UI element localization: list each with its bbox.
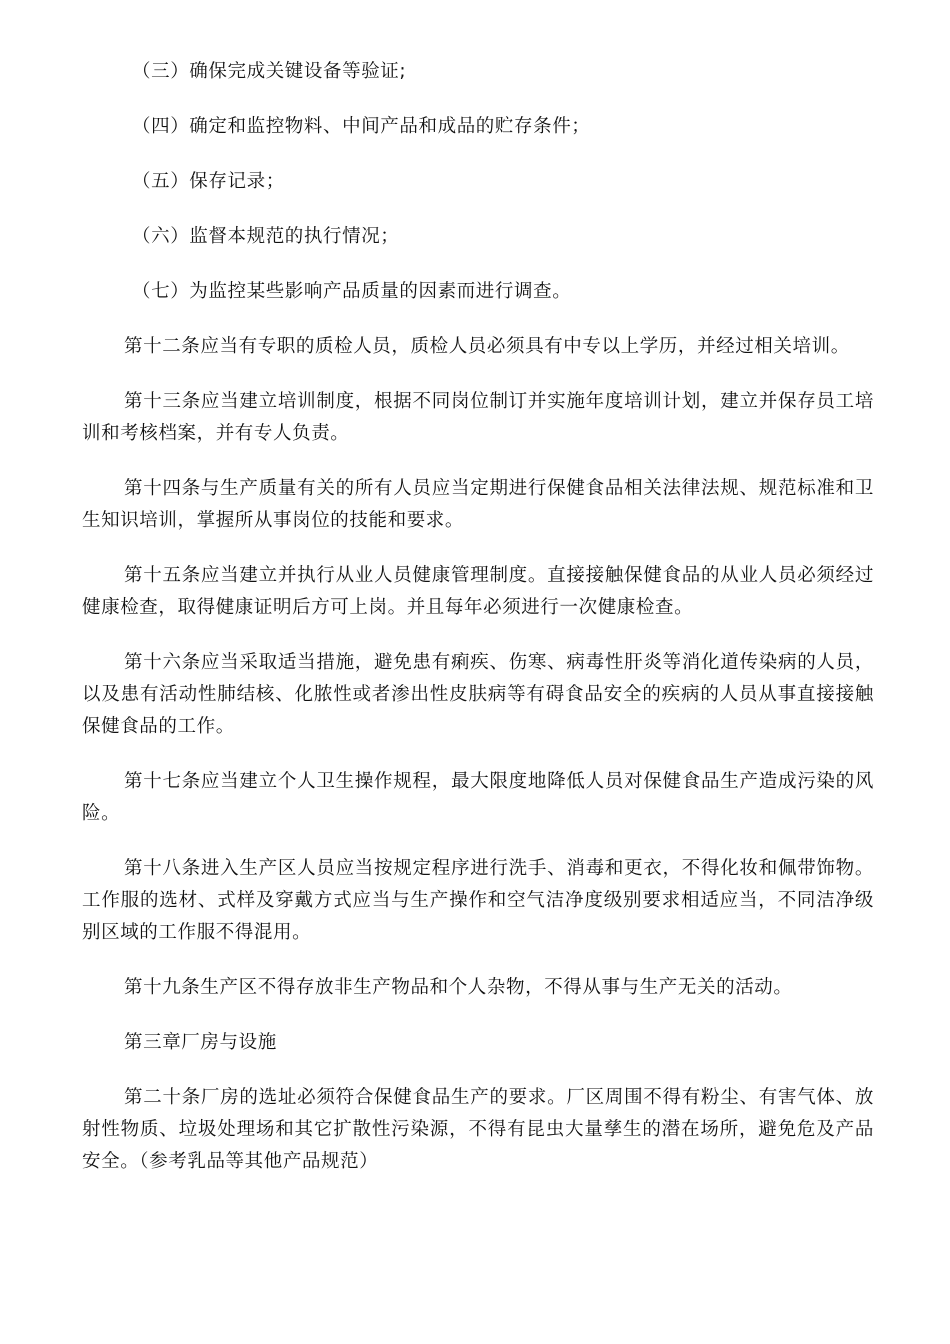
document-page bbox=[82, 56, 874, 1201]
article-20: 第二十条厂房的选址必须符合保健食品生产的要求。厂区周围不得有粉尘、有害气体、放射性物质、垃圾处理场和其它扩散性污染源，不得有昆虫大量孳生的潜在场所，避免危及产品安全。（参考乳品等其他产品规范） bbox=[82, 1087, 874, 1172]
clause-item-6: （六）监督本规范的执行情况； bbox=[132, 226, 400, 247]
article-12: 第十二条应当有专职的质检人员，质检人员必须具有中专以上学历，并经过相关培训。 bbox=[124, 336, 850, 357]
article-15: 第十五条应当建立并执行从业人员健康管理制度。直接接触保健食品的从业人员必须经过健康检查，取得健康证明后方可上岗。并且每年必须进行一次健康检查。 bbox=[82, 565, 874, 618]
clause-item-3: （三）确保完成关键设备等验证; bbox=[132, 61, 407, 82]
article-13: 第十三条应当建立培训制度，根据不同岗位制订并实施年度培训计划，建立并保存员工培训和考核档案，并有专人负责。 bbox=[82, 391, 874, 444]
clause-item-7: （七）为监控某些影响产品质量的因素而进行调查。 bbox=[132, 281, 572, 302]
chapter-heading: 第三章厂房与设施 bbox=[124, 1032, 277, 1053]
article-19: 第十九条生产区不得存放非生产物品和个人杂物，不得从事与生产无关的活动。 bbox=[124, 977, 793, 998]
article-17: 第十七条应当建立个人卫生操作规程，最大限度地降低人员对保健食品生产造成污染的风险。 bbox=[82, 771, 874, 824]
article-16: 第十六条应当采取适当措施，避免患有痢疾、伤寒、病毒性肝炎等消化道传染病的人员，以及患有活动性肺结核、化脓性或者渗出性皮肤病等有碍食品安全的疾病的人员从事直接接触保健食品的工作。 bbox=[82, 652, 874, 737]
clause-item-4: （四）确定和监控物料、中间产品和成品的贮存条件； bbox=[132, 116, 591, 137]
clause-item-5: （五）保存记录； bbox=[132, 171, 285, 192]
article-18: 第十八条进入生产区人员应当按规定程序进行洗手、消毒和更衣，不得化妆和佩带饰物。工作服的选材、式样及穿戴方式应当与生产操作和空气洁净度级别要求相适应当，不同洁净级别区域的工作服不得混用。 bbox=[82, 858, 874, 943]
article-14: 第十四条与生产质量有关的所有人员应当定期进行保健食品相关法律法规、规范标准和卫生知识培训，掌握所从事岗位的技能和要求。 bbox=[82, 478, 874, 531]
